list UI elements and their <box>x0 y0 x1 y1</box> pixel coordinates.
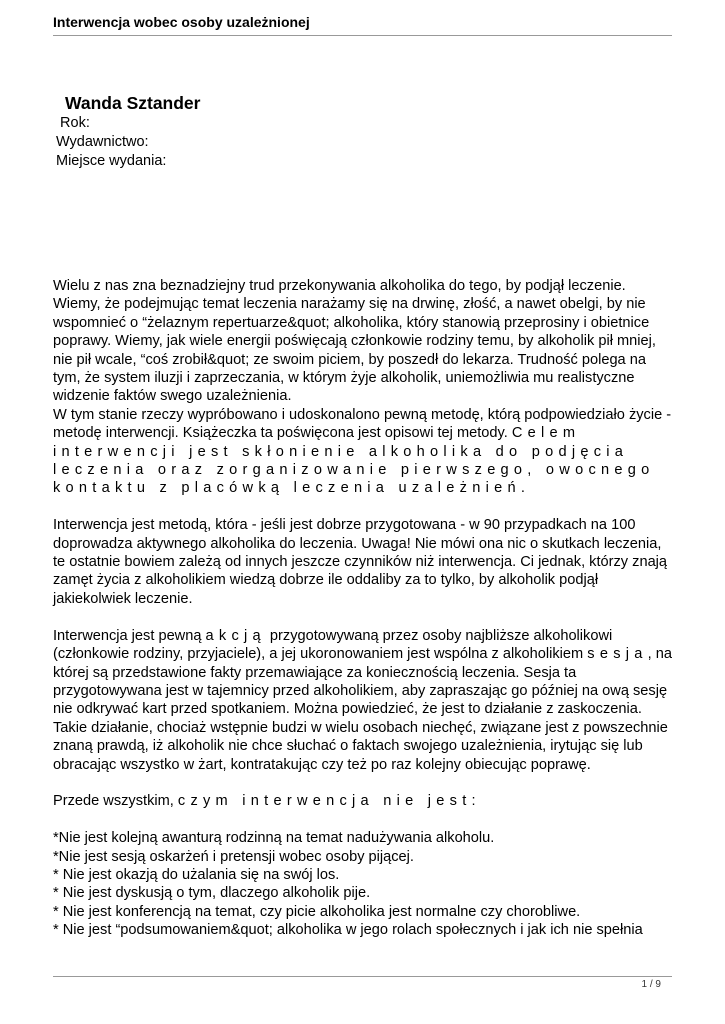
article-body <box>53 277 675 940</box>
meta-publisher: Wydawnictwo: <box>56 134 149 150</box>
list-item: * Nie jest dyskusją o tym, dlaczego alkoholik pije. <box>53 885 371 902</box>
paragraph-1: Wielu z nas zna beznadziejny trud przekonywania alkoholika do tego, by podjął leczenie. Wiemy, że podejmując temat leczenia narażamy się na drwinę, złość, a nawet obelgi, by nie wspomnieć o “żelaznym repertuarze&quot; alkoholika, który stanowią przeprosiny i obietnice poprawy. Wiemy, jak wiele energii poświęcają członkowie rodziny temu, by alkoholik pił mniej, nie pił wcale, “coś zrobił&quot; ze swoim piciem, by poszedł do lekarza. Trudność polega na tym, że system iluzji i zaprzeczania, w którym żyje alkoholik, uniemożliwia mu realistyczne widzenie faktów swego uzależnienia. <box>53 278 656 405</box>
header-divider <box>53 35 672 36</box>
publication-meta <box>56 114 166 171</box>
meta-year: Rok: <box>60 115 90 131</box>
page-header-title: Interwencja wobec osoby uzależnionej <box>53 14 310 30</box>
paragraph-4-part-b: przygotowywaną przez osoby najbliższe alkoholikowi (członkowie rodziny, przyjaciele), a jej ukoronowaniem jest wspólna z alkoholikiem <box>53 627 613 663</box>
paragraph-4 <box>53 627 675 774</box>
list-item: *Nie jest kolejną awanturą rodzinną na temat nadużywania alkoholu. <box>53 830 495 847</box>
list-item: * Nie jest “podsumowaniem&quot; alkoholika w jego rolach społecznych i jak ich nie spełnia <box>53 922 643 939</box>
paragraph-4-part-a: Interwencja jest pewną <box>53 627 206 644</box>
paragraph-5-intro: Przede wszystkim, <box>53 793 178 810</box>
list-item: *Nie jest sesją oskarżeń i pretensji wobec osoby pijącej. <box>53 848 414 865</box>
emphasis-sesja: sesja <box>587 646 648 663</box>
paragraph-3: Interwencja jest metodą, która - jeśli jest dobrze przygotowana - w 90 przypadkach na 100 doprowadza aktywnego alkoholika do leczenia. Uwaga! Nie mówi ona nic o skutkach leczenia, te ostatnie bowiem zależą od innych jeszcze czynników niż interwencja. Ci jednak, którzy znają zamęt życia z alkoholikiem wiedzą dobrze ile oddaliby za to tylko, by alkoholik podjął jakiekolwiek leczenie. <box>53 517 668 607</box>
footer-divider <box>53 976 672 977</box>
paragraph-2-emphasis: Celem interwencji jest skłonienie alkoholika do podjęcia leczenia oraz zorganizowanie pierwszego, owocnego kontaktu z placówką leczenia uzależnień. <box>53 425 655 497</box>
paragraph-4-part-c: , na której są przedstawione fakty przemawiające za koniecznością leczenia. Sesja ta przygotowywana jest w tajemnicy przed alkoholikiem, aby zapraszając go później na ową sesję nie odkrywać kart przed spotkaniem. Można powiedzieć, że jest to działanie z zaskoczenia. Takie działanie, chociaż wstępnie budzi w wielu osobach niechęć, związane jest z powszechnie znaną prawdą, iż alkoholik nie chce słuchać o faktach swojego uzależnienia, irytując się lub obracając wszystko w żart, kontratakując czy też po raz kolejny obiecując poprawę. <box>53 646 672 773</box>
paragraph-2-intro: W tym stanie rzeczy wypróbowano i udoskonalono pewną metodę, którą podpowiedziało życie - metodę interwencji. Książeczka ta poświęcona jest opisowi tej metody. <box>53 406 672 442</box>
author-name: Wanda Sztander <box>65 93 201 113</box>
page-number: 1 / 9 <box>641 979 661 990</box>
list-item: * Nie jest konferencją na temat, czy picie alkoholika jest normalne czy chorobliwe. <box>53 903 581 920</box>
list-item: * Nie jest okazją do użalania się na swój los. <box>53 866 340 883</box>
paragraph-2 <box>53 406 675 498</box>
emphasis-akcja: akcją <box>205 627 266 644</box>
paragraph-5 <box>53 792 675 810</box>
paragraph-5-emphasis: czym interwencja nie jest: <box>177 793 481 810</box>
meta-place: Miejsce wydania: <box>56 153 167 169</box>
